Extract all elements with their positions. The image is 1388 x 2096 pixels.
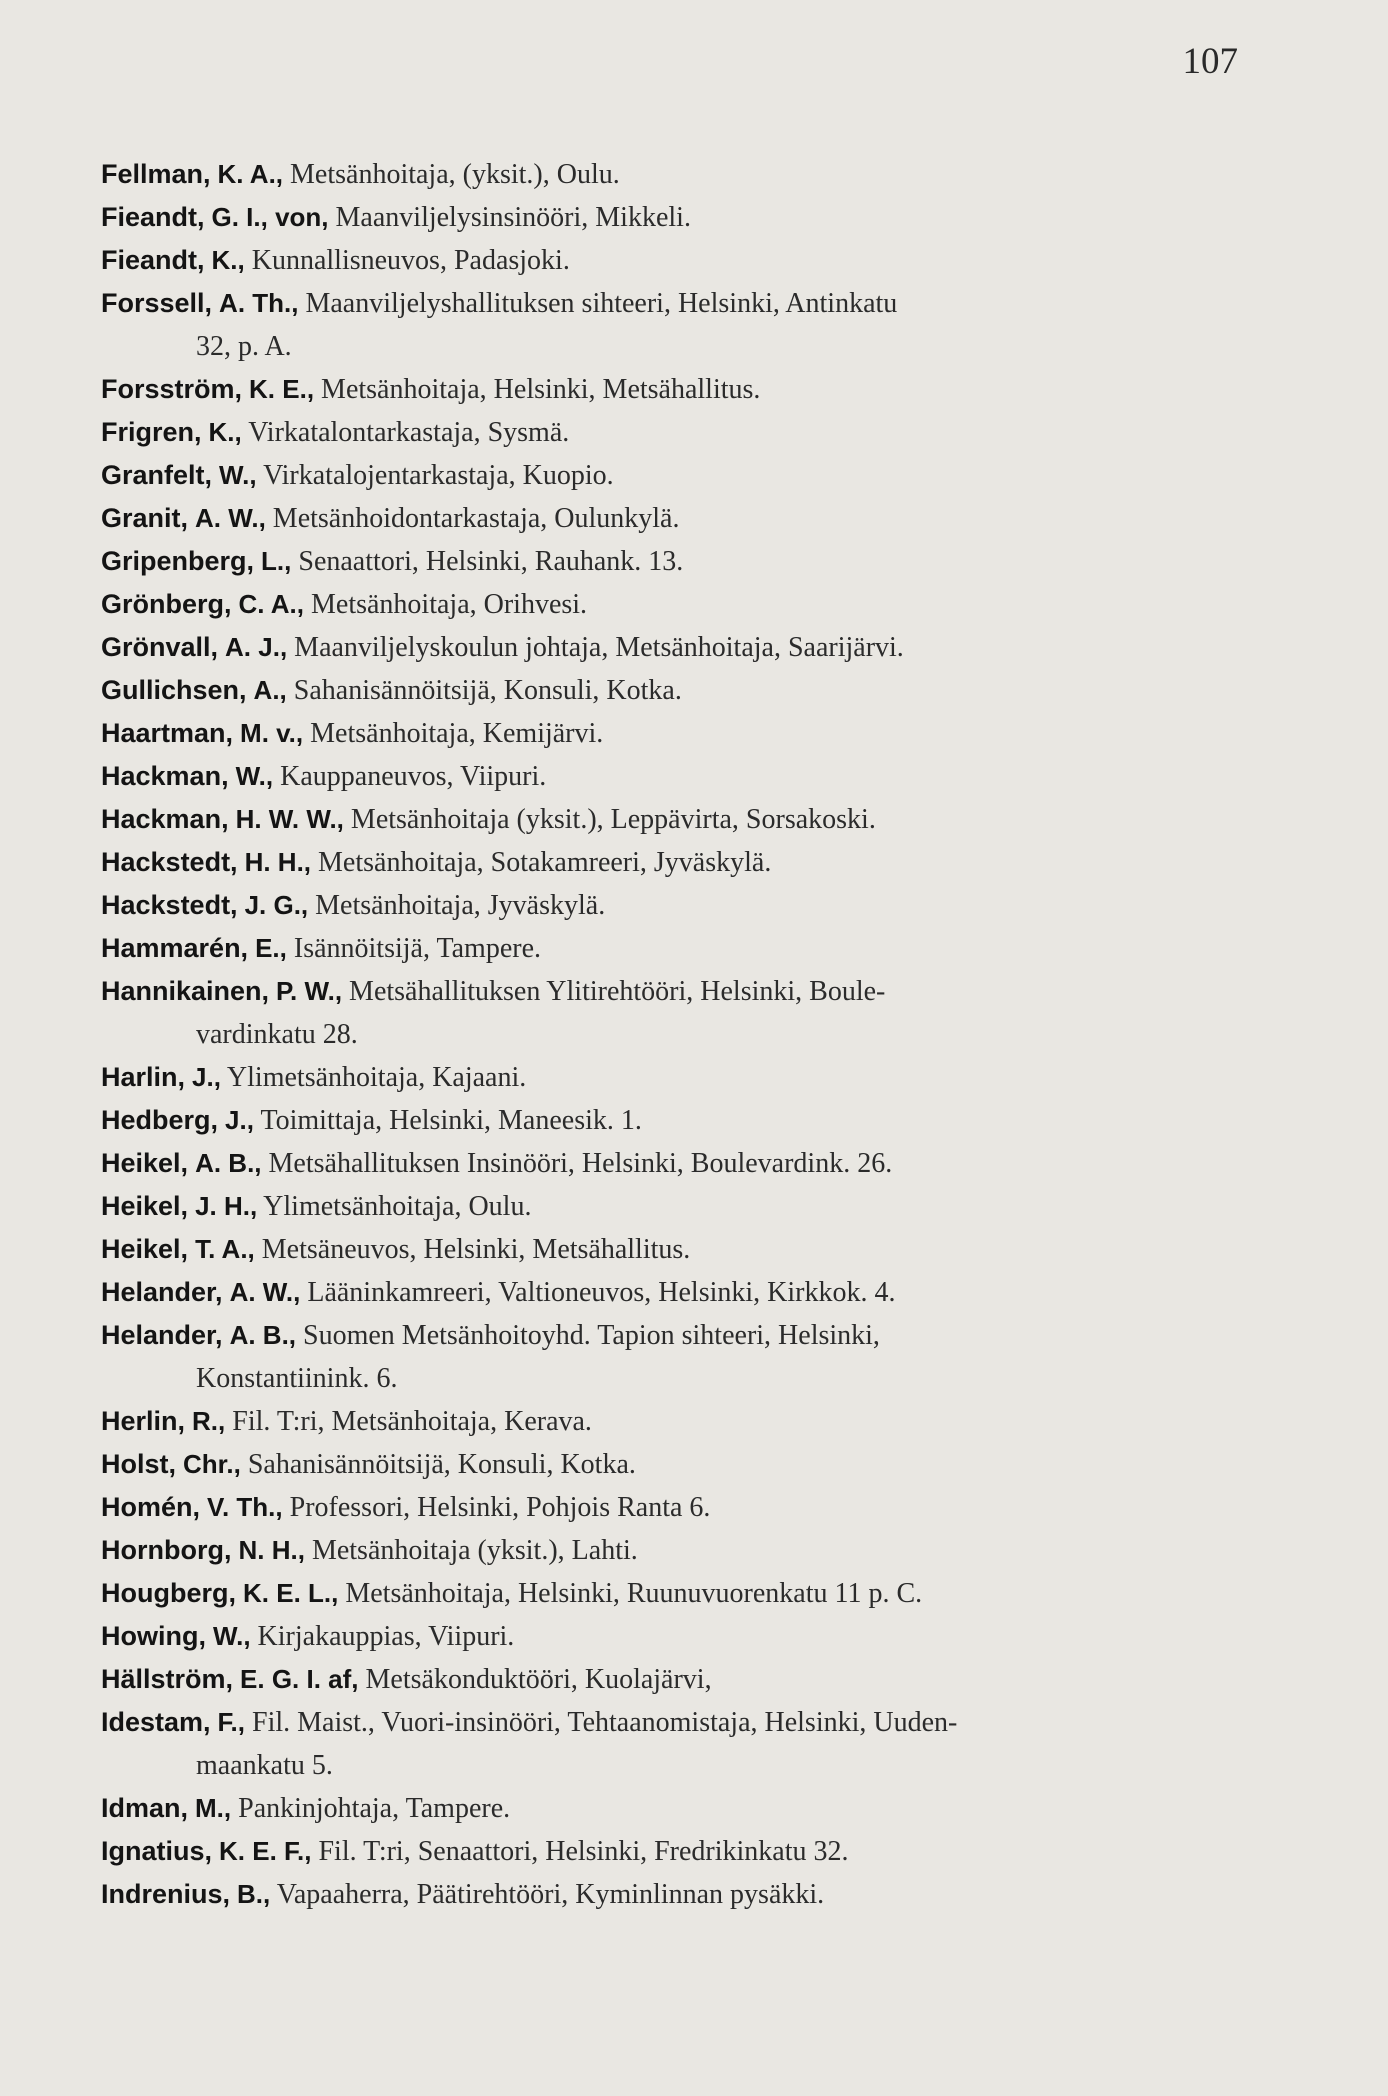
entry-initials: Chr., (183, 1449, 241, 1479)
entry-details: Metsänhoitaja, Helsinki, Metsähallitus. (321, 374, 761, 405)
directory-entry (101, 884, 1281, 927)
entry-surname: Idman, (101, 1793, 189, 1823)
directory-entry (101, 1142, 1281, 1185)
entry-details: Metsänhoitaja, Jyväskylä. (315, 890, 606, 921)
entry-initials: H. W. W., (235, 804, 344, 834)
entry-surname: Heikel, (101, 1234, 189, 1264)
entry-surname: Heikel, (101, 1191, 189, 1221)
entry-initials: K., (208, 417, 242, 447)
directory-entry (101, 970, 1281, 1056)
entry-surname: Ignatius, (101, 1836, 213, 1866)
entry-initials: L., (261, 546, 292, 576)
entry-surname: Hammarén, (101, 933, 249, 963)
entry-initials: K. E. F., (219, 1836, 312, 1866)
directory-entry (101, 454, 1281, 497)
entry-surname: Fieandt, (101, 245, 205, 275)
entry-surname: Helander, (101, 1320, 223, 1350)
entry-details: Metsänhoitaja, Kemijärvi. (310, 718, 604, 749)
directory-entry (101, 1400, 1281, 1443)
directory-entry (101, 755, 1281, 798)
entry-details: Kirjakauppias, Viipuri. (257, 1621, 515, 1652)
entry-surname: Helander, (101, 1277, 223, 1307)
entry-details: Isännöitsijä, Tampere. (293, 933, 541, 964)
entry-surname: Herlin, (101, 1406, 186, 1436)
entry-details: Maanviljelyshallituksen sihteeri, Helsinki, Antinkatu (305, 288, 898, 319)
entry-surname: Hougberg, (101, 1578, 236, 1608)
entry-surname: Fieandt, (101, 202, 205, 232)
entry-initials: K., (211, 245, 245, 275)
directory-entry (101, 282, 1281, 368)
entry-initials: A. W., (195, 503, 266, 533)
entry-details: Virkatalontarkastaja, Sysmä. (248, 417, 570, 448)
directory-entry (101, 1615, 1281, 1658)
entry-surname: Hornborg, (101, 1535, 232, 1565)
entry-details: Metsänhoidontarkastaja, Oulunkylä. (272, 503, 680, 534)
entry-surname: Forssell, (101, 288, 213, 318)
entry-details: Pankinjohtaja, Tampere. (238, 1793, 511, 1824)
entry-initials: J., (192, 1062, 221, 1092)
entry-surname: Gullichsen, (101, 675, 247, 705)
entry-initials: A. B., (229, 1320, 297, 1350)
entry-initials: W., (212, 1621, 251, 1651)
entry-initials: K. E. L., (243, 1578, 339, 1608)
directory-entry (101, 153, 1281, 196)
entry-initials: A. J., (225, 632, 288, 662)
entry-details: Virkatalojentarkastaja, Kuopio. (263, 460, 614, 491)
entry-initials: W., (235, 761, 274, 791)
directory-entry (101, 1873, 1281, 1916)
entry-details: Fil. Maist., Vuori-insinööri, Tehtaanomistaja, Helsinki, Uuden- (252, 1707, 958, 1738)
entry-details: Metsähallituksen Insinööri, Helsinki, Boulevardink. 26. (268, 1148, 893, 1179)
directory-entry (101, 1486, 1281, 1529)
entry-surname: Homén, (101, 1492, 201, 1522)
entry-surname: Haartman, (101, 718, 234, 748)
directory-entry (101, 1572, 1281, 1615)
entry-initials: A., (253, 675, 287, 705)
directory-entry (101, 798, 1281, 841)
entry-details: Metsänhoitaja (yksit.), Leppävirta, Sorsakoski. (350, 804, 876, 835)
entry-initials: J. H., (195, 1191, 258, 1221)
entry-details: Metsänhoitaja, Helsinki, Ruunuvuorenkatu 11 p. C. (345, 1578, 923, 1609)
directory-entry (101, 1443, 1281, 1486)
entry-details: Metsähallituksen Ylitirehtööri, Helsinki, Boule- (349, 976, 886, 1007)
entry-initials: N. H., (238, 1535, 305, 1565)
directory-entry (101, 411, 1281, 454)
entry-details: Ylimetsänhoitaja, Kajaani. (226, 1062, 527, 1093)
entry-surname: Heikel, (101, 1148, 189, 1178)
entry-details: Toimittaja, Helsinki, Maneesik. 1. (260, 1105, 642, 1136)
entry-continuation: vardinkatu 28. (196, 1019, 358, 1050)
directory-entry (101, 1529, 1281, 1572)
entry-initials: K. E., (249, 374, 315, 404)
entry-details: Kauppaneuvos, Viipuri. (280, 761, 547, 792)
directory-entry (101, 1271, 1281, 1314)
directory-entry (101, 669, 1281, 712)
directory-entry (101, 1701, 1281, 1787)
entry-details: Ylimetsänhoitaja, Oulu. (263, 1191, 532, 1222)
entry-surname: Forsström, (101, 374, 243, 404)
directory-entry (101, 927, 1281, 970)
entry-details: Metsäneuvos, Helsinki, Metsähallitus. (261, 1234, 691, 1265)
page-number: 107 (1182, 41, 1238, 82)
entry-details: Metsäkonduktööri, Kuolajärvi, (365, 1664, 712, 1695)
entry-surname: Hackstedt, (101, 847, 238, 877)
entry-initials: H. H., (244, 847, 312, 877)
entry-initials: E. G. I. af, (240, 1664, 359, 1694)
directory-entry (101, 239, 1281, 282)
entry-initials: A. Th., (219, 288, 299, 318)
entry-details: Suomen Metsänhoitoyhd. Tapion sihteeri, Helsinki, (303, 1320, 880, 1351)
entry-continuation: 32, p. A. (196, 331, 292, 362)
entry-initials: P. W., (276, 976, 343, 1006)
entry-details: Senaattori, Helsinki, Rauhank. 13. (298, 546, 684, 577)
directory-entry (101, 1056, 1281, 1099)
entry-continuation: maankatu 5. (196, 1750, 333, 1781)
entry-initials: E., (255, 933, 287, 963)
directory-entry (101, 1185, 1281, 1228)
entry-surname: Gripenberg, (101, 546, 255, 576)
entry-continuation: Konstantiinink. 6. (196, 1363, 398, 1394)
entry-details: Vapaaherra, Päätirehtööri, Kyminlinnan pysäkki. (276, 1879, 825, 1910)
entry-surname: Frigren, (101, 417, 202, 447)
entry-initials: C. A., (238, 589, 304, 619)
entry-surname: Howing, (101, 1621, 206, 1651)
entry-details: Lääninkamreeri, Valtioneuvos, Helsinki, Kirkkok. 4. (307, 1277, 896, 1308)
entry-initials: J., (225, 1105, 254, 1135)
entry-details: Maanviljelyskoulun johtaja, Metsänhoitaja, Saarijärvi. (294, 632, 904, 663)
entry-details: Maanviljelysinsinööri, Mikkeli. (335, 202, 691, 233)
entry-surname: Hackstedt, (101, 890, 238, 920)
entry-surname: Holst, (101, 1449, 177, 1479)
entry-surname: Hällström, (101, 1664, 234, 1694)
entry-surname: Indrenius, (101, 1879, 231, 1909)
entry-initials: A. B., (195, 1148, 262, 1178)
entry-surname: Idestam, (101, 1707, 211, 1737)
entry-initials: A. W., (229, 1277, 301, 1307)
entry-initials: W., (219, 460, 257, 490)
directory-entry (101, 626, 1281, 669)
entry-surname: Hannikainen, (101, 976, 270, 1006)
entry-initials: G. I., von, (211, 202, 329, 232)
entry-initials: J. G., (244, 890, 309, 920)
entry-surname: Fellman, (101, 159, 211, 189)
entry-surname: Grönberg, (101, 589, 232, 619)
entry-details: Fil. T:ri, Senaattori, Helsinki, Fredrikinkatu 32. (318, 1836, 849, 1867)
entry-initials: M. v., (240, 718, 304, 748)
directory-entry (101, 497, 1281, 540)
entry-initials: V. Th., (207, 1492, 283, 1522)
directory-entry (101, 1099, 1281, 1142)
directory-entry (101, 1658, 1281, 1701)
entry-surname: Harlin, (101, 1062, 186, 1092)
entry-details: Metsänhoitaja, Orihvesi. (311, 589, 588, 620)
directory-entry (101, 1228, 1281, 1271)
directory-entry (101, 368, 1281, 411)
entry-details: Metsänhoitaja, Sotakamreeri, Jyväskylä. (318, 847, 772, 878)
directory-entry (101, 712, 1281, 755)
entry-surname: Hackman, (101, 804, 229, 834)
entry-surname: Granfelt, (101, 460, 213, 490)
entry-initials: F., (217, 1707, 245, 1737)
entry-surname: Grönvall, (101, 632, 219, 662)
directory-entry (101, 1314, 1281, 1400)
entry-initials: K. A., (217, 159, 284, 189)
entry-details: Professori, Helsinki, Pohjois Ranta 6. (289, 1492, 711, 1523)
entry-details: Fil. T:ri, Metsänhoitaja, Kerava. (232, 1406, 592, 1437)
entry-surname: Hedberg, (101, 1105, 219, 1135)
entry-surname: Hackman, (101, 761, 229, 791)
directory-entry (101, 583, 1281, 626)
entry-details: Metsänhoitaja (yksit.), Lahti. (311, 1535, 638, 1566)
entry-initials: B., (237, 1879, 271, 1909)
entry-surname: Granit, (101, 503, 189, 533)
entry-initials: M., (195, 1793, 232, 1823)
entry-initials: R., (192, 1406, 226, 1436)
entry-details: Metsänhoitaja, (yksit.), Oulu. (290, 159, 620, 190)
directory-entry (101, 540, 1281, 583)
directory-entry (101, 1787, 1281, 1830)
directory-entry (101, 1830, 1281, 1873)
entry-details: Kunnallisneuvos, Padasjoki. (251, 245, 570, 276)
entry-details: Sahanisännöitsijä, Konsuli, Kotka. (293, 675, 682, 706)
entry-details: Sahanisännöitsijä, Konsuli, Kotka. (247, 1449, 636, 1480)
directory-entry (101, 841, 1281, 884)
directory-list (101, 153, 1281, 1916)
directory-entry (101, 196, 1281, 239)
entry-initials: T. A., (195, 1234, 255, 1264)
